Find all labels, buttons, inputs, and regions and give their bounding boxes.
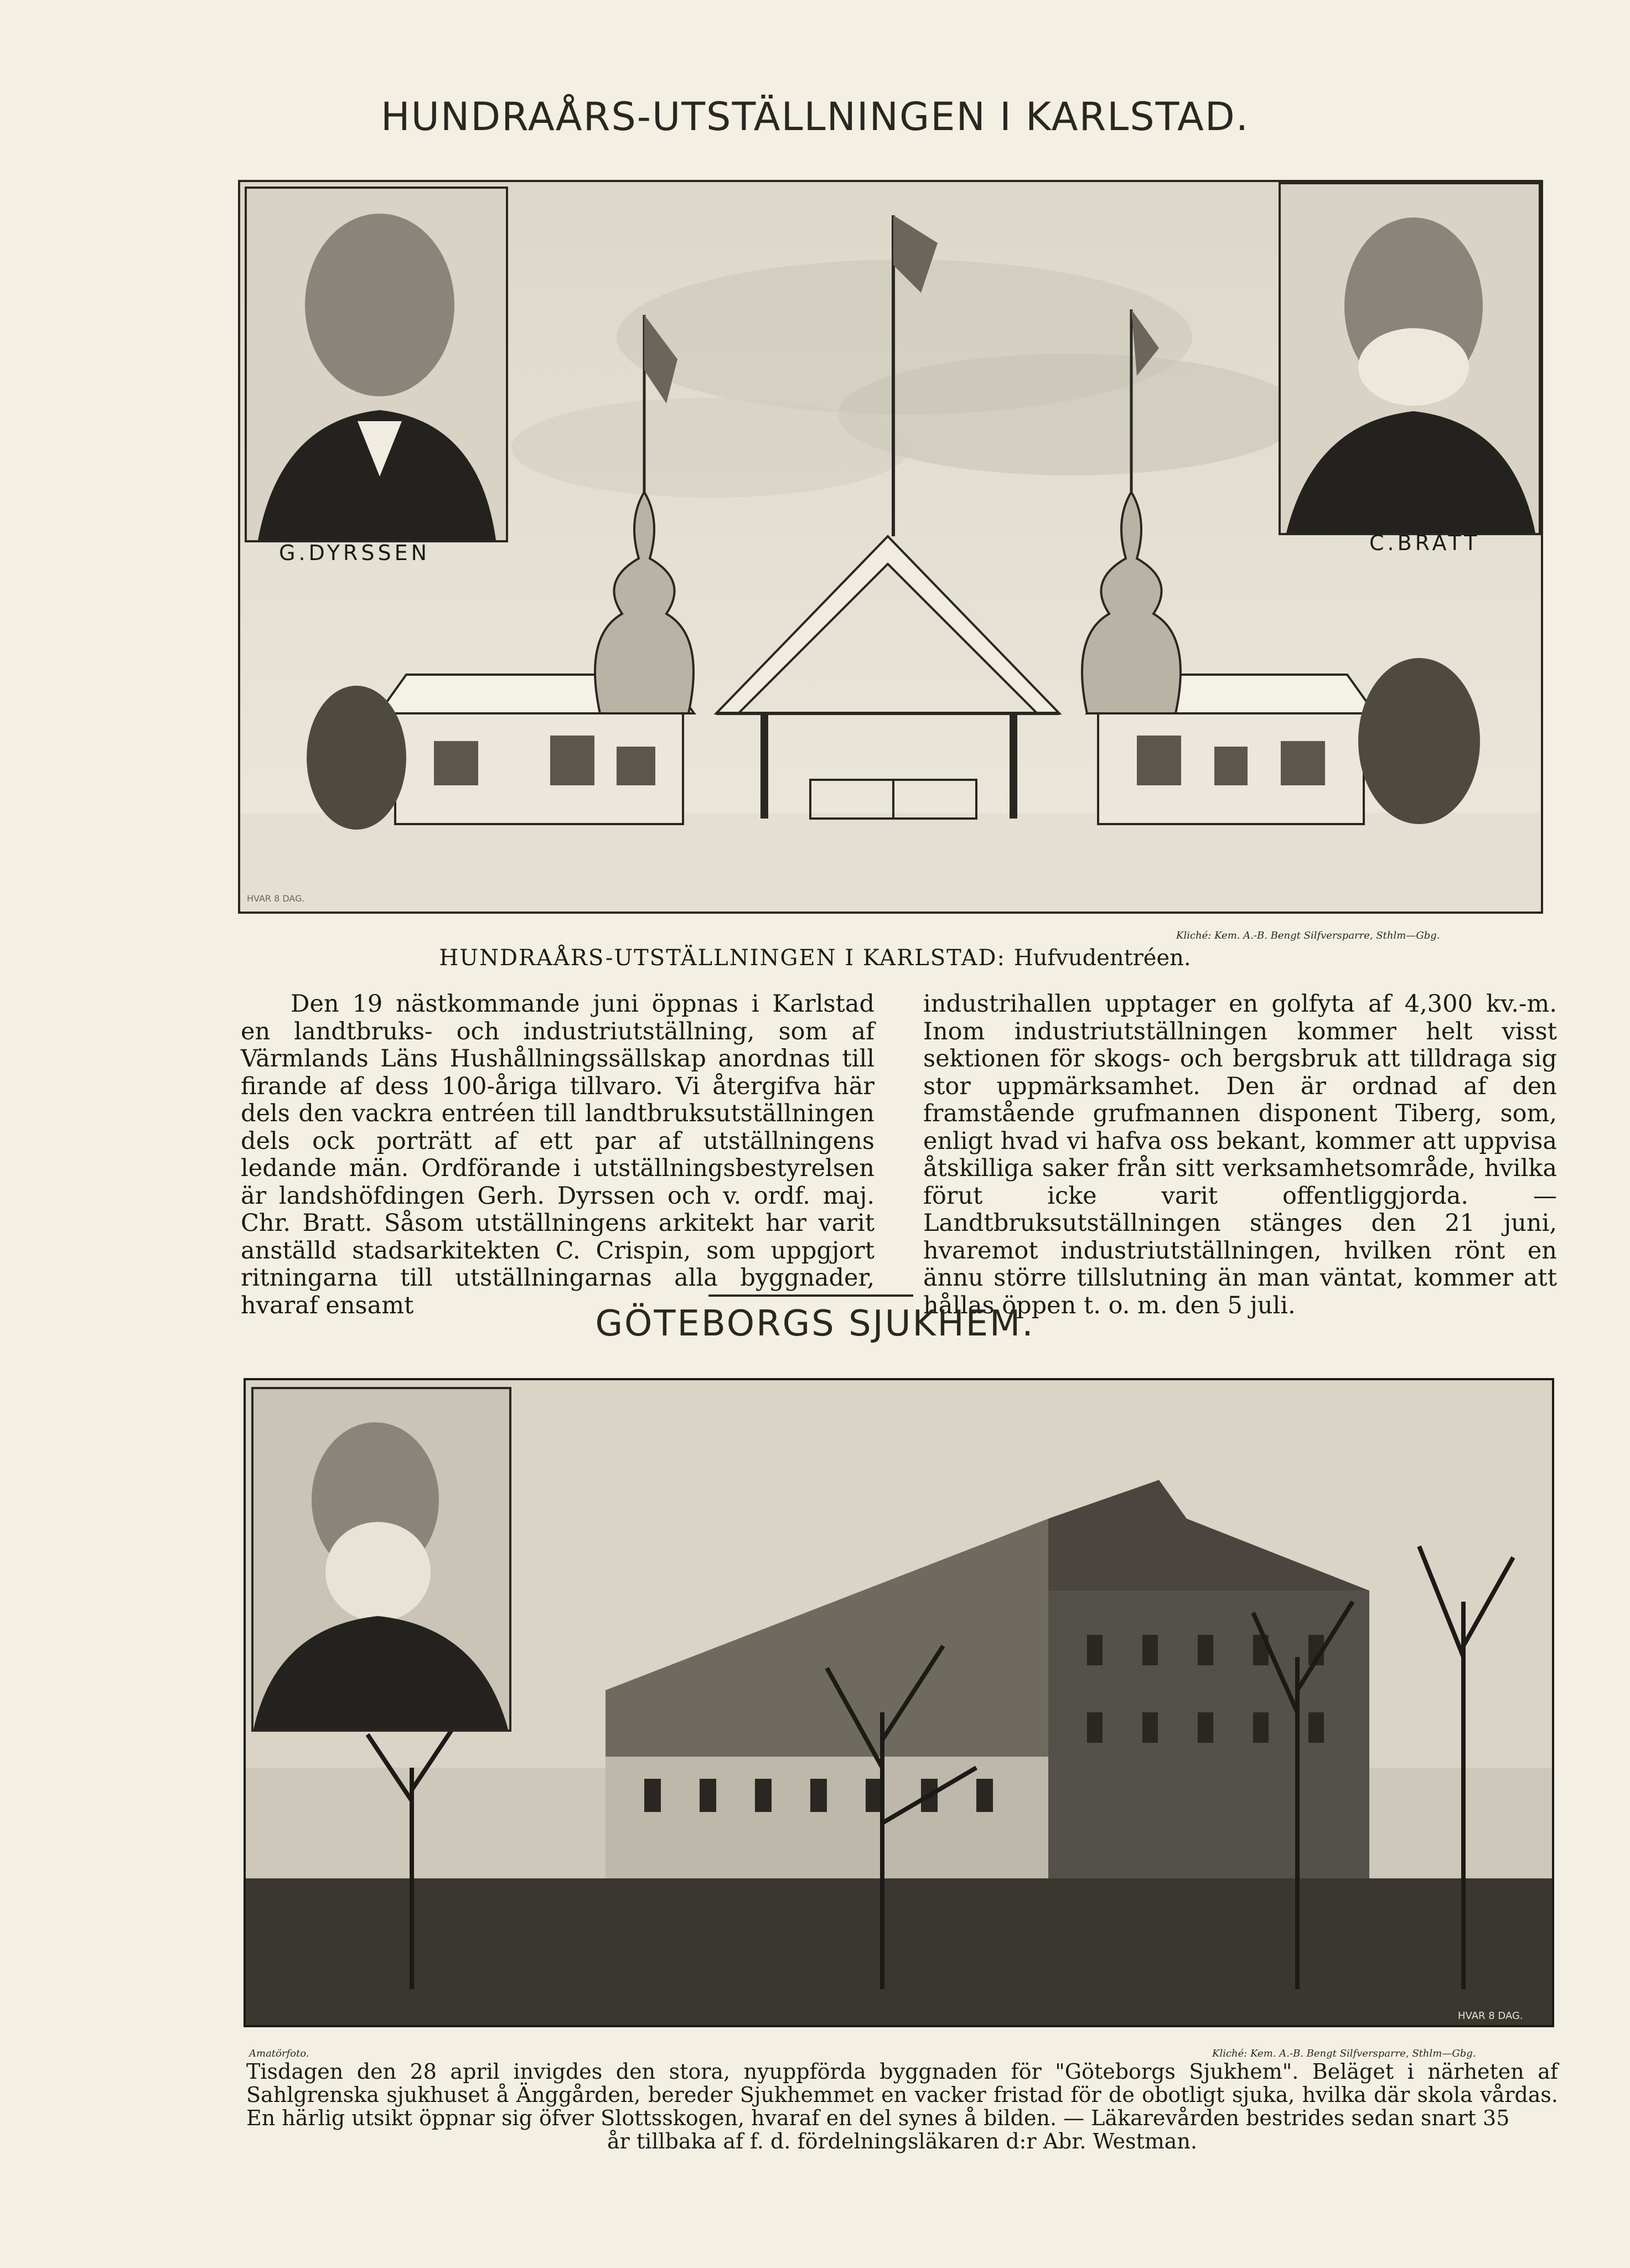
portrait-caption-bratt: C.BRÄTT — [1369, 531, 1481, 555]
person-portrait-image — [247, 189, 506, 540]
engraver-mark: HVAR 8 DAG. — [247, 893, 305, 904]
hospital-photo — [244, 1378, 1554, 2027]
section-divider — [708, 1294, 913, 1297]
person-portrait-image — [253, 1389, 509, 1730]
illustration-credit: Kliché: Kem. A.-B. Bengt Silfversparre, Sthlm—Gbg. — [1176, 930, 1440, 941]
portrait-westman — [251, 1387, 511, 1732]
article-column-right: industrihallen upptager en golfyta af 4,300 kv.-m. Inom industriutställningen kommer helt visst sektionen för skogs- och bergsbruk att tilldraga sig stor uppmärksamhet. Den är ordnad af den framstående grufmannen disponent Tiberg, som, enligt hvad vi hafva oss bekant, kommer att uppvisa åtskilliga saker från sitt verksamhetsområde, hvilka förut icke varit offentliggjorda. — Landtbruksutställningen stänges den 21 juni, hvaremot industriutställningen, hvilken rönt en ännu större tillslutning än man väntat, kommer att hållas öppen t. o. m. den 5 juli. — [923, 990, 1557, 1319]
cliche-credit: Kliché: Kem. A.-B. Bengt Silfversparre, Sthlm—Gbg. — [1212, 2048, 1476, 2059]
person-portrait-image — [1281, 184, 1539, 533]
section-title: GÖTEBORGS SJUKHEM. — [595, 1303, 1035, 1344]
page-title: HUNDRAÅRS-UTSTÄLLNINGEN I KARLSTAD. — [380, 94, 1250, 139]
caption-subtitle: Hufvudentréen. — [1013, 945, 1191, 971]
portrait-caption-dyrssen: G.DYRSSEN — [279, 541, 431, 565]
hospital-article — [246, 2060, 1558, 2153]
caption-title: HUNDRAÅRS-UTSTÄLLNINGEN I KARLSTAD: — [439, 945, 1006, 971]
hospital-article-body: Tisdagen den 28 april invigdes den stora, nyuppförda byggnaden för "Göteborgs Sjukhem". Beläget i närheten af Sahlgrenska sjukhuset å Änggården, bereder Sjukhemmet en vacker fristad för de obotligt sjuka, hvilka där skola vårdas. En härlig utsikt öppnar sig öfver Slottsskogen, hvaraf en del synes å bilden. — Läkarevården bestrides sedan snart 35 — [246, 2059, 1558, 2130]
article-column-left: Den 19 nästkommande juni öppnas i Karlstad en landtbruks- och industriutställning, som af Värmlands Läns Hushållningssällskap anordnas till firande af dess 100-åriga tillvaro. Vi återgifva här dels den vackra entréen till landtbruksutställningen dels ock porträtt af ett par af utställningens ledande män. Ordförande i utställningsbestyrelsen är landshöfdingen Gerh. Dyrssen och v. ordf. maj. Chr. Bratt. Såsom utställningens arkitekt har varit anställd stadsarkitekten C. Crispin, som uppgjort ritningarna till utställningarnas alla byggnader, hvaraf ensamt — [241, 990, 874, 1319]
exhibition-entrance-illustration — [238, 180, 1543, 914]
hospital-article-last-line: år tillbaka af f. d. fördelningsläkaren d:r Abr. Westman. — [607, 2129, 1197, 2153]
engraver-mark: HVAR 8 DAG. — [1458, 2010, 1523, 2022]
portrait-bratt — [1279, 182, 1541, 535]
portrait-dyrssen — [245, 187, 508, 542]
photo-credit: Amatörfoto. — [249, 2048, 309, 2059]
illustration-caption — [0, 945, 1630, 971]
